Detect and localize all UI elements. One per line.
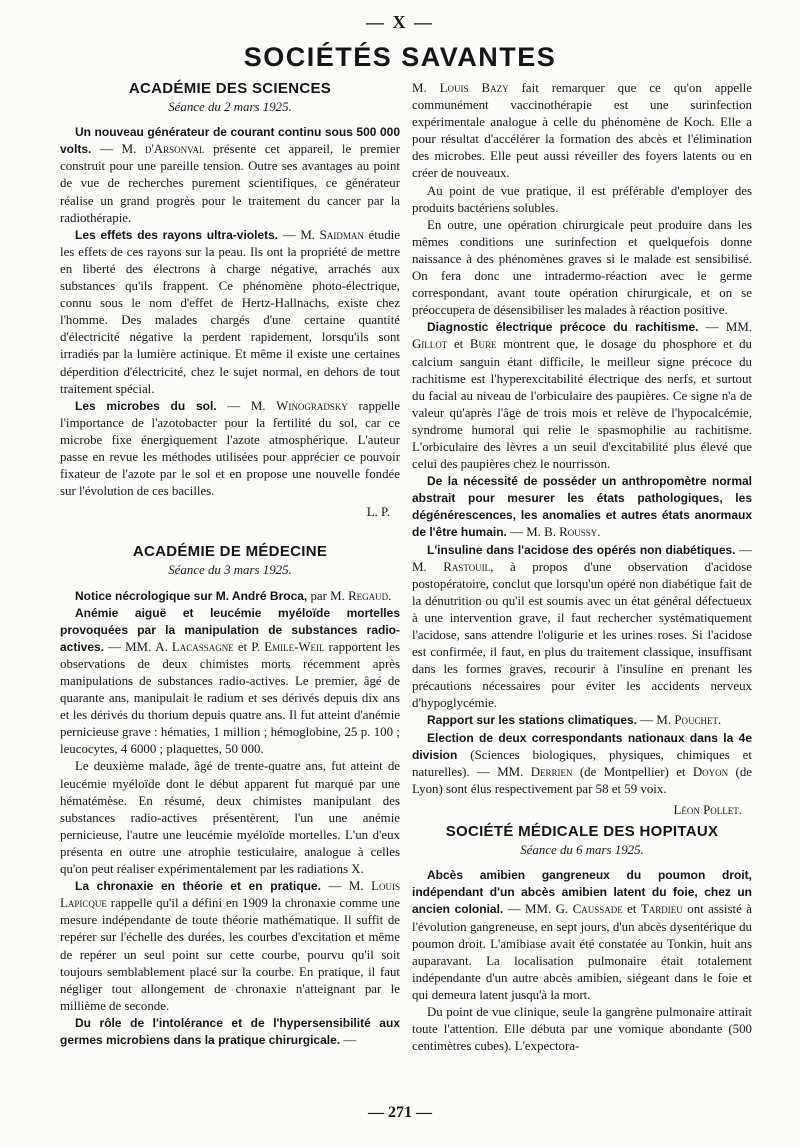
article-heading: Election de deux correspondants nationaux dans la 4e division (412, 730, 752, 762)
main-title: SOCIÉTÉS SAVANTES (243, 42, 557, 72)
paragraph: En outre, une opération chirurgicale peut produire dans les mêmes conditions une surinfection et quelquefois donne naissance à des phénomènes graves si le malade est sensibilisé. On fera donc une intradermo-réaction avec le germe correspondant, avant toute opération chirurgicale, et on se préoccupera de désensibiliser les malades à réaction positive. (412, 217, 752, 318)
author-name: P. Emile-Weil (251, 639, 325, 654)
article-heading: De la nécessité de posséder un anthropomètre normal abstrait pour mesurer les états pathologiques, les dégénérescences, les anomalies et autres états anormaux de l'être humain. (412, 474, 752, 540)
paragraph: Au point de vue pratique, il est préférable d'employer des produits bactériens solubles. (412, 183, 752, 215)
article-soil-microbes: Les microbes du sol. — M. Winogradsky rappelle l'importance de l'azotobacter pour la fertilité du sol, car ce microbe fixe énergiquement l'azote atmosphérique. L'auteur passe en revue les méthodes utilisées pour apprécier ce pouvoir fixateur de l'azote par le sol et en propose une nouvelle fondée sur l'évolution de ces bacilles. (60, 398, 400, 499)
article-heading: L'insuline dans l'acidose des opérés non diabétiques. (427, 542, 736, 557)
author-name: Doyon (692, 764, 729, 779)
article-heading: Rapport sur les stations climatiques. (427, 713, 638, 728)
article-chronaxie: La chronaxie en théorie et en pratique. — M. Louis Lapicque rappelle qu'il a défini en 1909 la chronaxie comme une mesure indépendante de toute théorie mathématique. Il suffit de repérer sur l'échelle des durées, les courbes d'excitation et même de repérer un seul point sur cette courbe, pourvu qu'il soit toujours semblablement placé sur la courbe. En pratique, il faut négliger tout allongement de chronaxie n'atteignant par le millième de seconde. (60, 879, 400, 1013)
signature: L. P. (366, 505, 390, 520)
author-name: Saidman (319, 227, 364, 242)
paragraph: M. Louis Bazy fait remarquer que ce qu'on appelle communément vaccinothérapie est une surinfection expérimentale analogue à celle du phénomène de Koch. Elle a pour résultat d'accélérer la formation des abcès et l'élimination des microbes. Elle peut aussi réveiller des foyers latents ou en créer de nouveaux. (412, 81, 752, 181)
article-stations: Rapport sur les stations climatiques. — M. Pouchet. (427, 713, 722, 728)
article-radioactive: Anémie aiguë et leucémie myéloïde mortelles provoquées par la manipulation de substances radio-actives. — MM. A. Lacassagne et P. Emile-Weil rapportent les observations de deux chimistes morts récemment après manipulations de substances radio-actives. Le premier, âgé de quarante ans, manipulait le radium et ses dérivés depuis dix ans et les dérivés du thorium depuis quatre ans. Il fut atteint d'anémie pernicieuse grave : hématies, 1 million ; hémoglobine, 25 p. 100 ; leucocytes, 4 6000 ; plaquettes, 50 000. (60, 605, 400, 757)
article-intolerance: Du rôle de l'intolérance et de l'hypersensibilité aux germes microbiens dans la pratique chirurgicale. — (60, 1015, 400, 1047)
article-insuline: L'insuline dans l'acidose des opérés non diabétiques. — M. Rastouil, à propos d'une observation d'acidose postopératoire, conclut que lorsqu'un opéré non diabétique fait de la dénutrition ou qu'il est soumis avec un état général défectueux à une intervention grave, il faut rechercher systématiquement l'acidose, sans attendre l'oligurie et les urines roses. Si l'acidose est confirmée, il faut, en plus du traitement classique, insuffisant dans les formes graves, recourir à l'insuline en prenant les précautions nécessaires pour éviter les accidents nerveux d'hypoglycémie. (412, 542, 752, 711)
left-column (60, 80, 400, 1049)
article-anthropometre: De la nécessité de posséder un anthropomètre normal abstrait pour mesurer les états pathologiques, les dégénérescences, les anomalies et autres états anormaux de l'être humain. — M. B. Roussy. (412, 474, 752, 540)
article-rachitisme: Diagnostic électrique précoce du rachitisme. — MM. Gillot et Bure montrent que, le dosage du phosphore et du calcium sanguin étant difficile, le meilleur signe précoce du rachitisme est l'hyperexcitabilité électrique des nerfs, et surtout du facial au niveau de l'orbiculaire des paupières. Ce signe n'a de valeur qu'après l'âge de trois mois et relève de l'hypocalcémie, syndrome humoral qui relie le spasmophilie au rachitisme. L'orbiculaire des lèvres a un seuil d'excitabilité plus élevé que celui des paupières chez le nourrisson. (412, 320, 752, 472)
author-name: Caussade (572, 902, 623, 917)
author-name: Louis Bazy (439, 81, 509, 95)
author-name: Bure (469, 337, 497, 352)
article-heading: La chronaxie en théorie et en pratique. (75, 879, 321, 894)
article-heading: Du rôle de l'intolérance et de l'hypersensibilité aux germes microbiens dans la pratique chirurgicale. (60, 1015, 400, 1047)
author-name: d'Arsonval (144, 142, 205, 157)
section-title-societe-hopitaux: SOCIÉTÉ MÉDICALE DES HOPITAUX (445, 823, 719, 841)
author-name: Tardieu (640, 902, 683, 917)
article-heading: Un nouveau générateur de courant continu sous 500 000 volts. (60, 125, 400, 157)
article-heading: Diagnostic électrique précoce du rachitisme. (427, 320, 699, 335)
author-name: A. Lacassagne (155, 639, 234, 654)
author-name: Roussy (559, 525, 598, 540)
article-heading: Les microbes du sol. (75, 398, 217, 413)
author-name: Rastouil (443, 559, 491, 574)
author-name: Louis Lapicque (60, 879, 400, 911)
paragraph: Du point de vue clinique, seule la gangrène pulmonaire attirait toute l'attention. Elle débuta par une vomique abondante (500 centimètres cubes). L'expectora- (412, 1004, 752, 1054)
article-election: Election de deux correspondants nationaux dans la 4e division (Sciences biologiques, physiques, chimiques et naturelles). — MM. Derrien (de Montpellier) et Doyon (de Lyon) sont élus respectivement par 58 et 59 voix. (412, 730, 752, 796)
article-ultraviolet: Les effets des rayons ultra-violets. — M. Saidman étudie les effets de ces rayons sur la peau. Ils ont la propriété de mettre en liberté des électrons à charge négative, arrachés aux substances qu'ils frappent. Ce phénomène photo-électrique, connu sous le nom d'effet de Hertz-Hallnachs, existe chez l'homme. Des malades chargés d'une certaine quantité d'électricité négative la perdent rapidement, lorsqu'ils sont irradiés par la lumière actinique. Et même il existe une certaines déperdition d'électricité, chez le sujet normal, en dehors de tout traitement spécial. (60, 227, 400, 396)
article-heading: Les effets des rayons ultra-violets. (75, 227, 279, 242)
paragraph: Le deuxième malade, âgé de trente-quatre ans, fut atteint de leucémie myéloïde dont le début apparent fut marqué par une hématémèse. En résumé, deux chimistes manipulant des substances radio-actives présentèrent, l'un une anémie pernicieuse, l'autre une leucémie myéloïde mortelles. L'un d'eux présenta en outre une atrophie testiculaire, analogue à celles qu'on peut réaliser expérimentalement par les radiations X. (60, 759, 400, 877)
session-date: Séance du 2 mars 1925. (168, 100, 292, 115)
right-column (412, 80, 752, 1055)
session-date: Séance du 3 mars 1925. (168, 563, 292, 578)
article-obituary: Notice nécrologique sur M. André Broca, par M. Regaud. (75, 588, 392, 603)
page-number: — 271 — (368, 1104, 432, 1121)
article-heading: Notice nécrologique sur M. André Broca, (75, 588, 308, 603)
author-name: Winogradsky (276, 398, 348, 413)
author-name: Pouchet (674, 713, 718, 728)
author-name: Gillot (412, 337, 448, 352)
author-name: Derrien (530, 764, 573, 779)
article-heading: Abcès amibien gangreneux du poumon droit, indépendant d'un abcès amibien latent du foie, chez un ancien colonial. (412, 868, 752, 917)
section-title-academie-medecine: ACADÉMIE DE MÉDECINE (132, 543, 328, 561)
session-date: Séance du 6 mars 1925. (520, 843, 644, 858)
page-marker: — X — (366, 12, 434, 32)
article-generator: Un nouveau générateur de courant continu sous 500 000 volts. — M. d'Arsonval présente cet appareil, le premier construit pour une pareille tension. Outre ses avantages au point de vue de recherches purement scientifiques, ce générateur réalise un grand progrès pour le traitement du cancer par la radiothérapie. (60, 125, 400, 225)
author-name: Regaud (348, 588, 389, 603)
article-abces-amibien: Abcès amibien gangreneux du poumon droit, indépendant d'un abcès amibien latent du foie, chez un ancien colonial. — MM. G. Caussade et Tardieu ont assisté à l'évolution gangreneuse, en sept jours, d'un abcès dysentérique du poumon droit. L'amibiase avait été constatée au Tonkin, huit ans auparavant. La localisation pulmonaire était totalement indépendante d'un autre abcès amibien, siégeant dans le foie et qui demeura latent jusqu'à la mort. (412, 868, 752, 1002)
signature: Léon Pollet. (673, 802, 742, 817)
section-title-academie-sciences: ACADÉMIE DES SCIENCES (128, 80, 332, 97)
article-heading: Anémie aiguë et leucémie myéloïde mortelles provoquées par la manipulation de substances radio-actives. (60, 605, 400, 654)
